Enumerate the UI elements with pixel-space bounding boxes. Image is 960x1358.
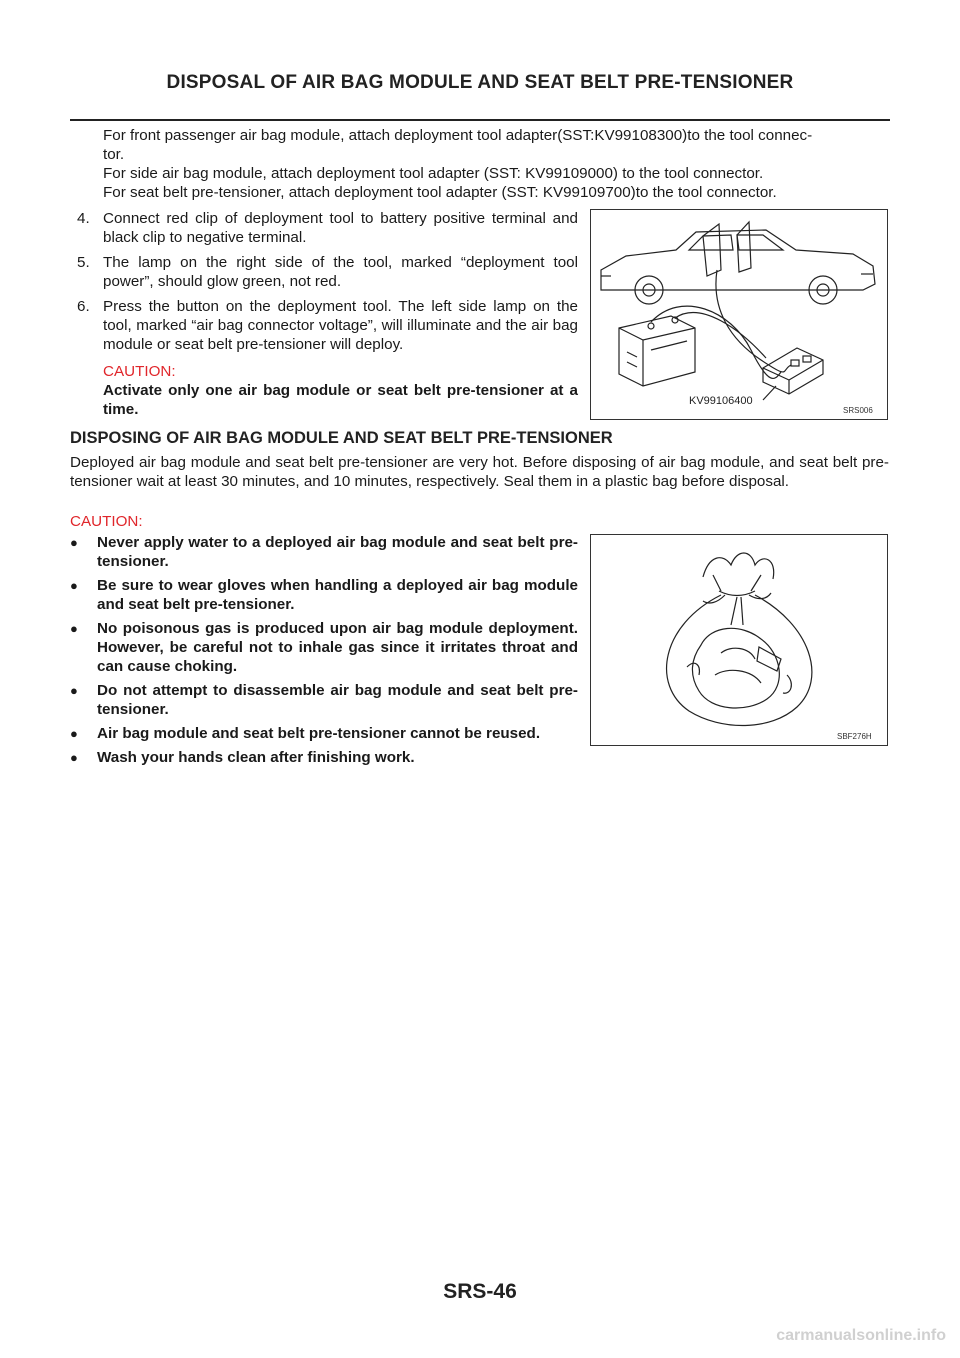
list-item-text: No poisonous gas is produced upon air bag module deployment. However, be careful not to inhale gas since it irritates throat and can cause choking. [97,620,578,675]
section-body: Deployed air bag module and seat belt pre-tensioner are very hot. Before disposing of air bag module, and seat belt pre-tensioner wait at least 30 minutes, and 10 minutes, respectively. Seal them in a plastic bag before disposal. [70,454,889,490]
list-item [70,576,578,614]
list-item [70,533,578,571]
bullet-icon: ● [70,683,78,698]
figure-code-label: SBF276H [837,732,872,741]
caution-label: CAUTION: [103,363,176,380]
list-item-text: Do not attempt to disassemble air bag module and seat belt pre-tensioner. [97,682,578,718]
tool-callout-label: KV99106400 [689,395,753,407]
list-item [70,724,578,743]
step-item [77,297,578,354]
caution-list-block [70,512,578,767]
list-item-text: Never apply water to a deployed air bag module and seat belt pre-tensioner. [97,534,578,570]
step-number: 5. [77,254,90,271]
bullet-icon: ● [70,535,78,550]
bullet-icon: ● [70,726,78,741]
bullet-icon: ● [70,621,78,636]
intro-line-4: For seat belt pre-tensioner, attach deployment tool adapter (SST: KV99109700)to the tool connector. [103,184,777,201]
caution-label: CAUTION: [70,513,143,530]
plastic-bag-illustration [591,535,887,745]
bullet-icon: ● [70,578,78,593]
list-item-text: Be sure to wear gloves when handling a deployed air bag module and seat belt pre-tensioner. [97,577,578,613]
watermark-text: carmanualsonline.info [776,1327,946,1344]
step-text: Connect red clip of deployment tool to battery positive terminal and black clip to negative terminal. [103,210,578,246]
step-item [77,209,578,247]
intro-line-2: tor. [103,146,125,163]
step-item [77,253,578,291]
step-number: 6. [77,298,90,315]
figure-deployment-tool [590,209,888,420]
list-item [70,619,578,676]
bullet-icon: ● [70,750,78,765]
figure-code-label: SRS006 [843,406,873,415]
header-rule [70,119,890,121]
caution-text: Activate only one air bag module or seat belt pre-tensioner at a time. [103,382,578,418]
intro-line-1: For front passenger air bag module, attach deployment tool adapter(SST:KV99108300)to the tool connec- [103,127,813,144]
list-item-text: Wash your hands clean after finishing work. [97,749,415,766]
intro-line-3: For side air bag module, attach deployment tool adapter (SST: KV99109000) to the tool connector. [103,165,764,182]
step-text: The lamp on the right side of the tool, marked “deployment tool power”, should glow green, not red. [103,254,578,290]
page-title: DISPOSAL OF AIR BAG MODULE AND SEAT BELT PRE-TENSIONER [166,72,794,93]
figure-sealed-bag [590,534,888,746]
section-heading: DISPOSING OF AIR BAG MODULE AND SEAT BELT PRE-TENSIONER [70,429,613,447]
step-text: Press the button on the deployment tool. The left side lamp on the tool, marked “air bag connector voltage”, will illuminate and the air bag module or seat belt pre-tensioner will deploy. [103,298,578,353]
caution-block [77,362,578,419]
page-number: SRS-46 [443,1280,517,1303]
steps-list [77,209,578,419]
intro-block [103,126,893,202]
list-item [70,681,578,719]
car-battery-tool-illustration [591,210,887,419]
step-number: 4. [77,210,90,227]
list-item-text: Air bag module and seat belt pre-tensioner cannot be reused. [97,725,541,742]
list-item [70,748,578,767]
